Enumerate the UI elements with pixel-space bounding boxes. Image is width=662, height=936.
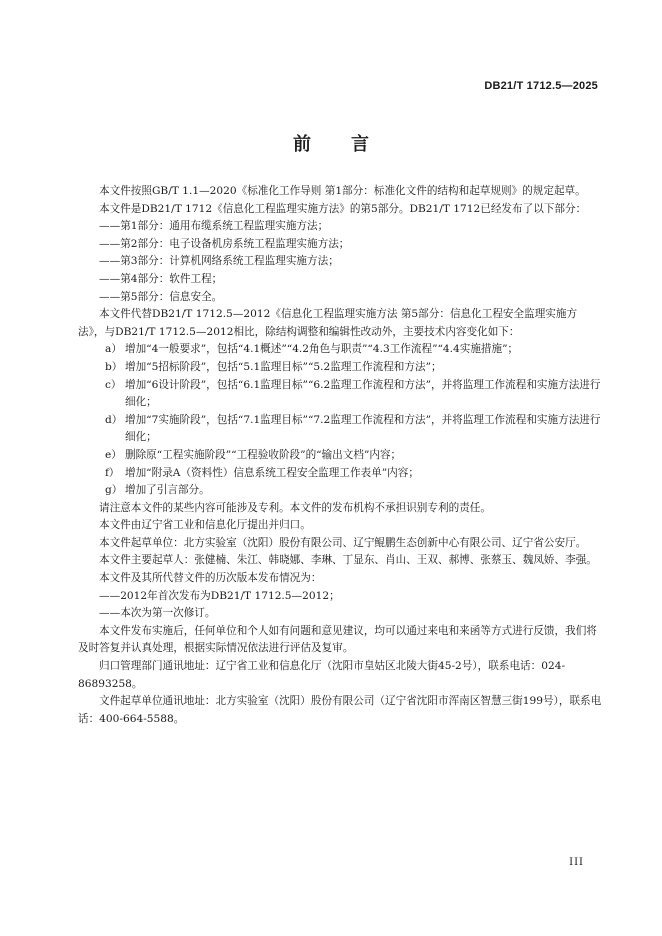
list-item-change <box>78 482 602 500</box>
page-number: III <box>569 857 584 868</box>
paragraph-parts-intro: 本文件是DB21/T 1712《信息化工程监理实施方法》的第5部分。DB21/T 1712已经发布了以下部分： <box>99 202 587 215</box>
list-item-change <box>78 341 602 359</box>
list-label: a） <box>105 343 122 356</box>
list-item-change <box>78 465 602 483</box>
paragraph-history-intro: 本文件及其所代替文件的历次版本发布情况为： <box>99 572 322 585</box>
list-label: c） <box>105 378 122 391</box>
list-item-change <box>78 359 602 377</box>
list-text: 增加“附录A（资料性）信息系统工程安全监理工作表单”内容； <box>125 466 419 479</box>
page-title: 前言 <box>293 134 409 155</box>
list-item-change <box>78 377 602 412</box>
list-label: g） <box>105 484 123 497</box>
list-item-part: ——第3部分：计算机网络系统工程监理实施方法； <box>99 255 339 268</box>
list-label: b） <box>105 360 123 373</box>
paragraph-drafter-address: 文件起草单位通讯地址：北方实验室（沈阳）股份有限公司（辽宁省沈阳市浑南区智慧三街199号），联系电话：400-664-5588。 <box>78 695 602 725</box>
document-code: DB21/T 1712.5—2025 <box>484 80 598 92</box>
list-text: 增加“6设计阶段”，包括“6.1监理目标”“6.2监理工作流程和方法”，并将监理工作流程和实施方法进行细化； <box>125 378 601 409</box>
paragraph-drafters: 本文件主要起草人：张健楠、朱江、韩晓娜、李琳、丁显东、肖山、王双、郝博、张蔡玉、魏凤娇、李强。 <box>99 554 597 567</box>
list-item-part: ——第2部分：电子设备机房系统工程监理实施方法； <box>99 237 350 250</box>
list-text: 增加“4一般要求”，包括“4.1概述”“4.2角色与职责”“4.3工作流程”“4.4实施措施”； <box>125 343 519 356</box>
paragraph-admin-address: 归口管理部门通讯地址：辽宁省工业和信息化厅（沈阳市皇姑区北陵大街45-2号），联系电话：024-86893258。 <box>78 660 566 690</box>
list-text: 增加了引言部分。 <box>125 484 210 497</box>
list-text: 增加“5招标阶段”，包括“5.1监理目标”“5.2监理工作流程和方法”； <box>125 360 442 373</box>
list-item-history: ——本次为第一次修订。 <box>99 607 216 620</box>
list-label: d） <box>105 413 123 426</box>
list-item-history: ——2012年首次发布为DB21/T 1712.5—2012； <box>99 589 340 602</box>
list-item-change <box>78 412 602 447</box>
paragraph-feedback: 本文件发布实施后，任何单位和个人如有问题和意见建议，均可以通过来电和来函等方式进行反馈，我们将及时答复并认真处理，根据实际情况依法进行评估及复审。 <box>78 624 597 655</box>
list-item-part: ——第1部分：通用布缆系统工程监理实施方法； <box>99 220 329 233</box>
paragraph-drafting-rules: 本文件按照GB/T 1.1—2020《标准化工作导则 第1部分：标准化文件的结构和起草规则》的规定起草。 <box>99 185 586 197</box>
list-item-part: ——第4部分：软件工程； <box>99 272 223 285</box>
paragraph-replacement: 本文件代替DB21/T 1712.5—2012《信息化工程监理实施方法 第5部分：信息化工程安全监理实施方法》，与DB21/T 1712.5—2012相比，除结构调整和编辑性改动外，主要技术内容变化如下： <box>78 308 578 338</box>
list-label: e） <box>105 448 122 461</box>
list-label: f） <box>105 466 120 479</box>
list-text: 删除原“工程实施阶段”“工程验收阶段”的“输出文档”内容； <box>125 448 402 461</box>
foreword-body <box>78 183 602 728</box>
paragraph-proposer: 本文件由辽宁省工业和信息化厅提出并归口。 <box>99 519 311 532</box>
paragraph-drafting-units: 本文件起草单位：北方实验室（沈阳）股份有限公司、辽宁鲲鹏生态创新中心有限公司、辽宁省公安厅。 <box>99 536 587 549</box>
paragraph-patent-notice: 请注意本文件的某些内容可能涉及专利。本文件的发布机构不承担识别专利的责任。 <box>99 501 491 514</box>
list-item-change <box>78 447 602 465</box>
list-item-part: ——第5部分：信息安全。 <box>99 290 223 303</box>
list-text: 增加“7实施阶段”，包括“7.1监理目标”“7.2监理工作流程和方法”，并将监理工作流程和实施方法进行细化； <box>125 413 601 444</box>
